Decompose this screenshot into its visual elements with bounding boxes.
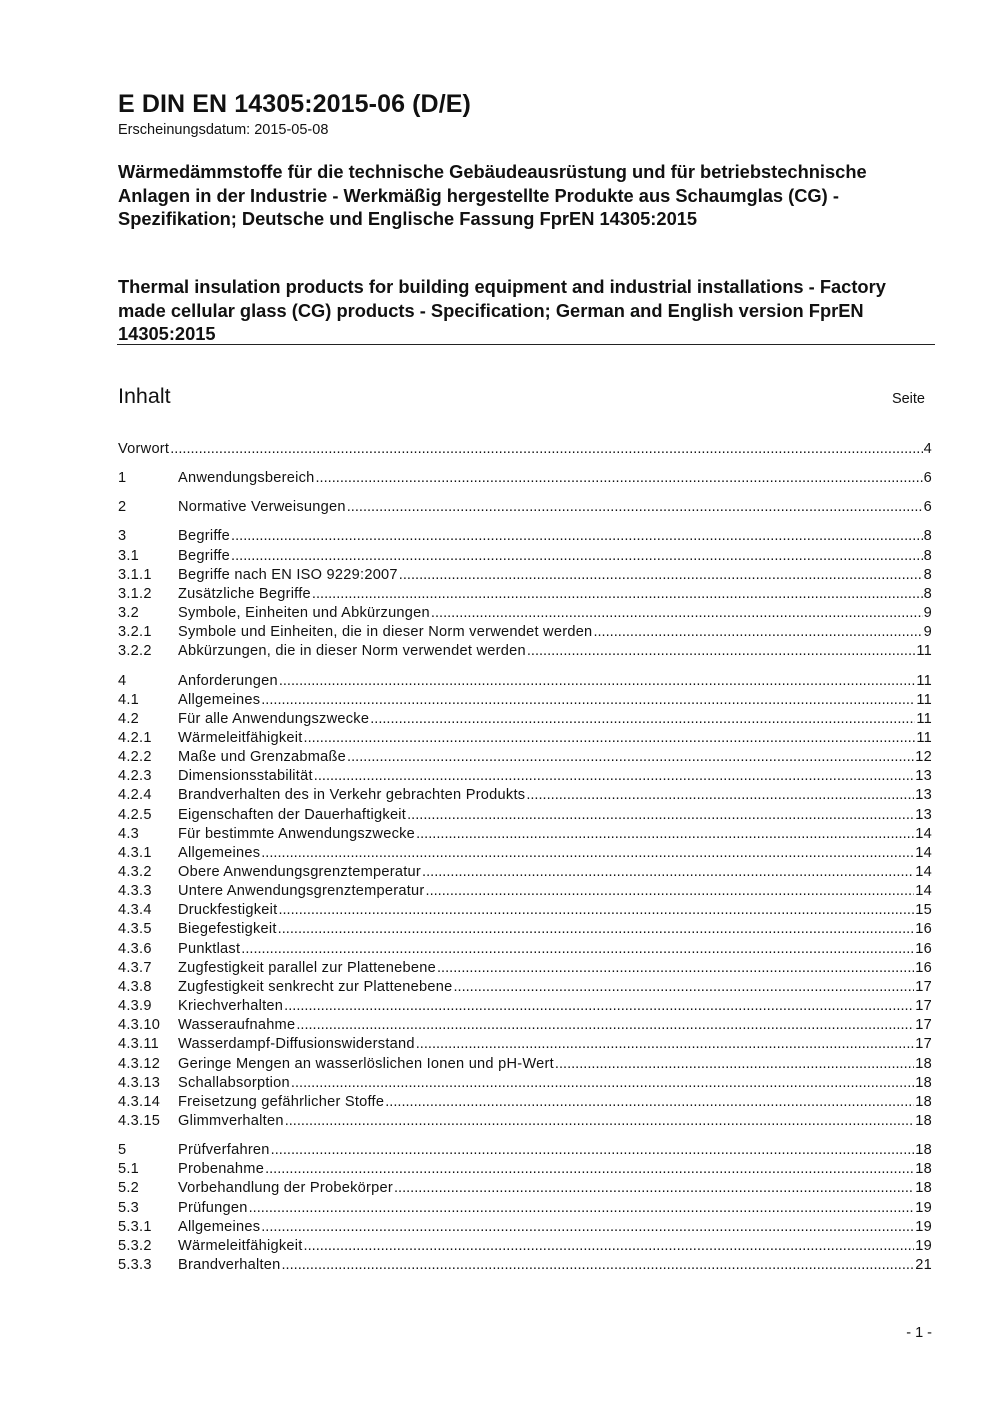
toc-entry-number: 4.2.5	[118, 806, 152, 823]
toc-entry-number: 3.1	[118, 547, 140, 564]
toc-entry-page: 8	[923, 585, 932, 602]
toc-dot-leader	[431, 604, 923, 623]
toc-entry[interactable]	[118, 1199, 932, 1218]
toc-heading: Inhalt	[118, 384, 171, 408]
toc-entry[interactable]	[118, 940, 932, 959]
toc-dot-leader	[278, 901, 914, 920]
toc-entry-title: Allgemeines	[178, 844, 261, 861]
toc-entry-number: 4.3.12	[118, 1055, 161, 1072]
toc-entry-page: 18	[915, 1161, 932, 1178]
toc-dot-leader	[261, 844, 914, 863]
toc-entry[interactable]	[118, 547, 932, 566]
toc-entry[interactable]	[118, 767, 932, 786]
toc-entry-page: 16	[915, 959, 932, 976]
toc-entry-number: 4.3.14	[118, 1093, 161, 1110]
toc-dot-leader	[265, 1160, 914, 1179]
toc-entry[interactable]	[118, 1112, 932, 1131]
toc-entry[interactable]	[118, 1074, 932, 1093]
toc-entry[interactable]	[118, 729, 932, 748]
toc-entry[interactable]	[118, 920, 932, 939]
toc-entry-number: 3.1.1	[118, 566, 152, 583]
toc-dot-leader	[261, 1218, 914, 1237]
toc-entry-number: 4.2.3	[118, 768, 152, 785]
toc-dot-leader	[399, 566, 923, 585]
toc-entry-number: 4.2.2	[118, 749, 152, 766]
toc-entry[interactable]	[118, 1256, 932, 1275]
toc-dot-leader	[416, 825, 914, 844]
toc-entry-number: 4.3.10	[118, 1017, 161, 1034]
toc-entry[interactable]	[118, 882, 932, 901]
title-german: Wärmedämmstoffe für die technische Gebäudeausrüstung und für betriebstechnische Anlagen in der Industrie - Werkmäßig hergestellte Produkte aus Schaumglas (CG) - Spezifikation; Deutsche und Englische Fassung FprEN 14305:2015	[118, 161, 867, 229]
toc-entry-page: 14	[915, 864, 932, 880]
toc-entry-title: Glimmverhalten	[178, 1112, 284, 1129]
toc-dot-leader	[555, 1055, 914, 1074]
toc-entry-page: 18	[915, 1180, 932, 1197]
toc-entry-page: 11	[916, 672, 932, 689]
toc-entry-title: Wasserdampf-Diffusionswiderstand	[178, 1036, 415, 1053]
toc-entry[interactable]	[118, 527, 932, 546]
toc-entry[interactable]	[118, 1141, 932, 1160]
toc-dot-leader	[437, 959, 914, 978]
toc-entry-page: 6	[923, 470, 932, 487]
toc-entry-title: Prüfverfahren	[178, 1142, 270, 1159]
toc-entry-page: 9	[923, 605, 932, 622]
toc-dot-leader	[279, 672, 916, 691]
toc-entry[interactable]	[118, 498, 932, 517]
toc-entry-title: Für alle Anwendungszwecke	[178, 710, 370, 727]
toc-entry-title: Brandverhalten	[178, 1257, 281, 1273]
toc-entry-title: Symbole und Einheiten, die in dieser Norm verwendet werden	[178, 624, 593, 641]
toc-entry-number: 4.3.6	[118, 940, 152, 957]
toc-entry[interactable]	[118, 825, 932, 844]
toc-dot-leader	[231, 547, 923, 566]
toc-entry[interactable]	[118, 844, 932, 863]
toc-entry-number: 4.3.3	[118, 883, 152, 900]
toc-dot-leader	[453, 978, 914, 997]
toc-dot-leader	[394, 1179, 914, 1198]
toc-entry-page: 11	[916, 710, 932, 727]
toc-entry-page: 17	[915, 1036, 932, 1053]
toc-entry-page: 8	[923, 547, 932, 564]
toc-entry-title: Symbole, Einheiten und Abkürzungen	[178, 605, 430, 622]
toc-dot-leader	[370, 710, 915, 729]
toc-entry-page: 19	[915, 1237, 932, 1254]
toc-entry-page: 15	[915, 902, 932, 919]
toc-entry-page: 11	[916, 691, 932, 708]
toc-entry-number: 3.2	[118, 605, 140, 622]
toc-entry[interactable]	[118, 672, 932, 691]
toc-entry-title: Wasseraufnahme	[178, 1017, 296, 1034]
document-id: E DIN EN 14305:2015-06 (D/E)	[118, 90, 471, 118]
toc-entry-title: Druckfestigkeit	[178, 902, 278, 919]
toc-dot-leader	[291, 1074, 914, 1093]
toc-entry[interactable]	[118, 642, 932, 661]
toc-entry-page: 18	[915, 1074, 932, 1091]
toc-entry-title: Vorwort	[118, 441, 170, 457]
toc-entry-page: 4	[923, 441, 932, 457]
toc-dot-leader	[593, 623, 922, 642]
toc-entry-number: 3	[118, 528, 127, 545]
toc-entry[interactable]	[118, 997, 932, 1016]
toc-entry-title: Obere Anwendungsgrenztemperatur	[178, 864, 422, 880]
toc-entry-title: Freisetzung gefährlicher Stoffe	[178, 1093, 385, 1110]
toc-entry-number: 4.1	[118, 691, 140, 708]
toc-dot-leader	[231, 527, 923, 546]
toc-entry-number: 4.2.1	[118, 729, 152, 746]
toc-entry[interactable]	[118, 959, 932, 978]
toc-entry-number: 1	[118, 470, 127, 487]
toc-dot-leader	[284, 997, 914, 1016]
toc-entry[interactable]	[118, 748, 932, 767]
title-english: Thermal insulation products for building equipment and industrial installations - Factory made cellular glass (CG) products - Specification; German and English version FprEN 14305:2015	[118, 276, 886, 344]
toc-entry-title: Kriechverhalten	[178, 998, 284, 1014]
toc-entry[interactable]	[118, 806, 932, 825]
toc-entry-number: 4.3.7	[118, 959, 152, 976]
toc-entry-number: 5.3	[118, 1199, 140, 1216]
publication-date: Erscheinungsdatum: 2015-05-08	[118, 122, 329, 138]
toc-entry-title: Probenahme	[178, 1161, 265, 1178]
toc-entry-page: 14	[915, 844, 932, 861]
toc-entry-title: Punktlast	[178, 940, 241, 957]
toc-entry-title: Maße und Grenzabmaße	[178, 749, 347, 766]
toc-entry-number: 5.3.2	[118, 1237, 152, 1254]
toc-entry-page: 21	[915, 1257, 932, 1273]
toc-entry-title: Dimensionsstabilität	[178, 768, 313, 785]
toc-entry-number: 5.1	[118, 1161, 140, 1178]
toc-entry[interactable]	[118, 440, 932, 459]
toc-entry-title: Zugfestigkeit senkrecht zur Plattenebene	[178, 978, 453, 995]
toc-entry-title: Allgemeines	[178, 1218, 261, 1235]
toc-dot-leader	[347, 748, 914, 767]
toc-entry[interactable]	[118, 691, 932, 710]
toc-dot-leader	[312, 585, 923, 604]
toc-dot-leader	[241, 940, 914, 959]
toc-entry-number: 4.3.15	[118, 1112, 161, 1129]
toc-dot-leader	[296, 1016, 914, 1035]
toc-entry-number: 2	[118, 499, 127, 516]
toc-entry-title: Vorbehandlung der Probekörper	[178, 1180, 393, 1197]
title-divider	[117, 344, 935, 345]
toc-entry[interactable]	[118, 1055, 932, 1074]
toc-entry-number: 5.3.1	[118, 1218, 152, 1235]
toc-entry-title: Prüfungen	[178, 1199, 248, 1216]
toc-entry-title: Begriffe nach EN ISO 9229:2007	[178, 566, 398, 583]
toc-entry-title: Für bestimmte Anwendungszwecke	[178, 825, 416, 842]
toc-dot-leader	[271, 1141, 915, 1160]
toc-dot-leader	[304, 729, 916, 748]
toc-entry[interactable]	[118, 978, 932, 997]
toc-entry[interactable]	[118, 901, 932, 920]
toc-entry-title: Begriffe	[178, 547, 231, 564]
toc-entry-page: 17	[915, 998, 932, 1014]
toc-entry[interactable]	[118, 1016, 932, 1035]
toc-dot-leader	[261, 691, 915, 710]
toc-entry-number: 4	[118, 672, 127, 689]
toc-entry-title: Brandverhalten des in Verkehr gebrachten Produkts	[178, 787, 526, 804]
toc-entry-title: Abkürzungen, die in dieser Norm verwendet werden	[178, 643, 526, 660]
toc-entry-number: 4.2	[118, 710, 140, 727]
toc-dot-leader	[385, 1093, 914, 1112]
toc-entry-page: 14	[915, 825, 932, 842]
toc-entry-number: 4.2.4	[118, 787, 152, 804]
toc-entry[interactable]	[118, 604, 932, 623]
toc-entry-title: Allgemeines	[178, 691, 261, 708]
toc-entry[interactable]	[118, 1160, 932, 1179]
toc-entry-page: 9	[923, 624, 932, 641]
toc-dot-leader	[281, 1256, 914, 1275]
toc-dot-leader	[314, 767, 914, 786]
toc-entry-page: 8	[923, 528, 932, 545]
toc-dot-leader	[316, 469, 923, 488]
toc-entry[interactable]	[118, 1218, 932, 1237]
toc-entry-title: Schallabsorption	[178, 1074, 290, 1091]
toc-entry-page: 18	[915, 1112, 932, 1129]
toc-entry-number: 4.3.9	[118, 998, 152, 1014]
toc-entry-page: 17	[915, 1017, 932, 1034]
toc-entry-number: 4.3.11	[118, 1036, 159, 1053]
toc-entry-page: 14	[915, 883, 932, 900]
toc-entry-page: 11	[916, 729, 932, 746]
toc-dot-leader	[170, 440, 922, 459]
toc-dot-leader	[249, 1199, 915, 1218]
toc-entry-number: 4.3.5	[118, 921, 152, 938]
toc-dot-leader	[285, 1112, 915, 1131]
toc-entry-page: 6	[923, 499, 932, 516]
toc-entry-title: Zugfestigkeit parallel zur Plattenebene	[178, 959, 436, 976]
toc-entry[interactable]	[118, 863, 932, 882]
toc-entry-title: Untere Anwendungsgrenztemperatur	[178, 883, 425, 900]
toc-entry[interactable]	[118, 1237, 932, 1256]
toc-entry-number: 5	[118, 1142, 127, 1159]
toc-entry[interactable]	[118, 623, 932, 642]
toc-entry-page: 8	[923, 566, 932, 583]
toc-entry-title: Eigenschaften der Dauerhaftigkeit	[178, 806, 407, 823]
toc-entry-number: 3.1.2	[118, 585, 152, 602]
toc-entry-number: 4.3.8	[118, 978, 152, 995]
toc-dot-leader	[422, 863, 914, 882]
toc-dot-leader	[278, 920, 915, 939]
toc-entry-number: 4.3	[118, 825, 140, 842]
toc-entry[interactable]	[118, 1093, 932, 1112]
toc-entry-number: 5.3.3	[118, 1257, 152, 1273]
toc-entry-page: 19	[915, 1218, 932, 1235]
toc-entry-title: Biegefestigkeit	[178, 921, 277, 938]
toc-entry[interactable]	[118, 1179, 932, 1198]
toc-entry[interactable]	[118, 786, 932, 805]
toc-entry-number: 3.2.2	[118, 643, 152, 660]
toc-dot-leader	[416, 1035, 915, 1054]
toc-entry-page: 16	[915, 921, 932, 938]
toc-entry-page: 13	[915, 768, 932, 785]
toc-entry-page: 12	[915, 749, 932, 766]
toc-entry-number: 4.3.4	[118, 902, 152, 919]
toc-entry-page: 18	[915, 1055, 932, 1072]
toc-entry[interactable]	[118, 469, 932, 488]
toc-dot-leader	[527, 642, 916, 661]
toc-entry-title: Anwendungsbereich	[178, 470, 315, 487]
toc-entry[interactable]	[118, 710, 932, 729]
toc-entry-title: Wärmeleitfähigkeit	[178, 1237, 303, 1254]
toc-entry-page: 18	[915, 1093, 932, 1110]
toc-entry[interactable]	[118, 1035, 932, 1054]
toc-entry-title: Begriffe	[178, 528, 231, 545]
toc-entry-number: 3.2.1	[118, 624, 152, 641]
toc-entry-page: 18	[915, 1142, 932, 1159]
toc-entry-page: 13	[915, 787, 932, 804]
toc-entry-number: 4.3.13	[118, 1074, 161, 1091]
toc-entry-title: Anforderungen	[178, 672, 278, 689]
toc-entry-number: 4.3.1	[118, 844, 152, 861]
toc-entry-title: Normative Verweisungen	[178, 499, 346, 516]
toc-entry[interactable]	[118, 585, 932, 604]
toc-page-label: Seite	[891, 391, 925, 407]
toc-entry-page: 16	[915, 940, 932, 957]
page-number: - 1 -	[906, 1325, 932, 1341]
toc-dot-leader	[426, 882, 915, 901]
toc-entry-page: 17	[915, 978, 932, 995]
toc-entry-title: Geringe Mengen an wasserlöslichen Ionen und pH-Wert	[178, 1055, 554, 1072]
toc-entry-title: Wärmeleitfähigkeit	[178, 729, 303, 746]
toc-entry-number: 5.2	[118, 1180, 140, 1197]
toc-dot-leader	[526, 786, 914, 805]
toc-entry-page: 19	[915, 1199, 932, 1216]
toc-dot-leader	[304, 1237, 915, 1256]
toc-entry-title: Zusätzliche Begriffe	[178, 585, 311, 602]
toc-entry-page: 13	[915, 806, 932, 823]
toc-dot-leader	[407, 806, 914, 825]
toc-entry-page: 11	[916, 643, 932, 660]
toc-dot-leader	[347, 498, 923, 517]
toc-entry[interactable]	[118, 566, 932, 585]
toc-entry-number: 4.3.2	[118, 864, 152, 880]
